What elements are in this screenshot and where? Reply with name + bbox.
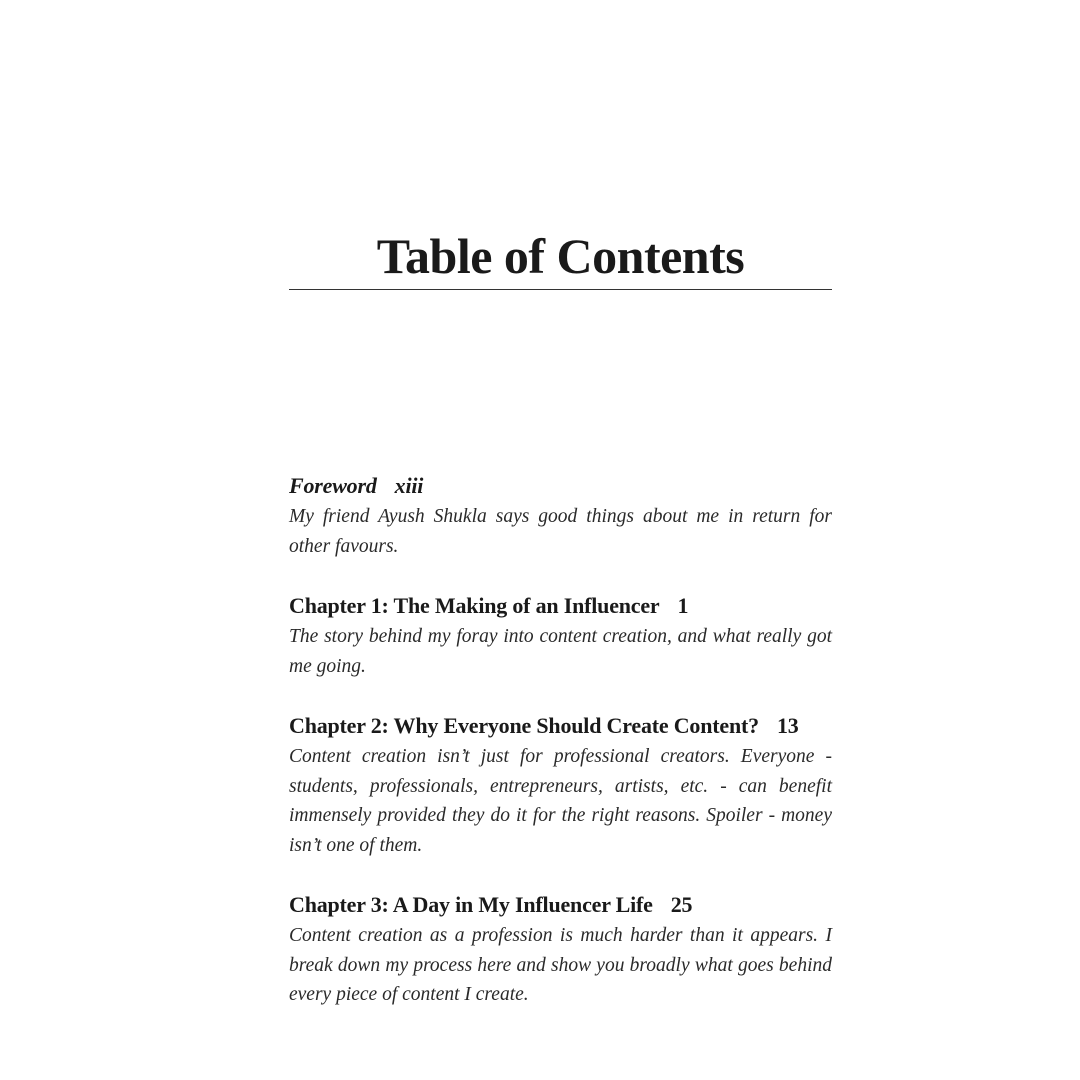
toc-entry-heading [289,590,832,622]
toc-entry-title: Chapter 1: The Making of an Influencer [289,593,660,618]
toc-entry-heading [289,470,832,502]
toc-entry-page-number: xiii [394,473,424,498]
toc-entry-chapter-1 [289,590,832,681]
toc-entry-title: Chapter 3: A Day in My Influencer Life [289,892,653,917]
toc-entry-heading [289,889,832,921]
toc-list [289,470,832,1039]
toc-entry-description: The story behind my foray into content creation, and what really got me going. [289,626,832,677]
toc-entry-chapter-3 [289,889,832,1010]
toc-entry-page-number: 25 [670,892,693,917]
toc-entry-description: My friend Ayush Shukla says good things about me in return for other favours. [289,506,832,557]
page-title: Table of Contents [376,228,745,284]
toc-entry-page-number: 1 [677,593,689,618]
toc-entry-chapter-2 [289,710,832,860]
title-underline [289,289,832,290]
toc-entry-description: Content creation as a profession is much harder than it appears. I break down my process here and show you broadly what goes behind every piece of content I create. [289,925,832,1005]
toc-entry-title: Foreword [289,473,377,498]
toc-entry-heading [289,710,832,742]
toc-entry-foreword [289,470,832,561]
toc-entry-title: Chapter 2: Why Everyone Should Create Content? [289,713,759,738]
toc-entry-description: Content creation isn’t just for professional creators. Everyone - students, professionals, entrepreneurs, artists, etc. - can benefit immensely provided they do it for the right reasons. Spoiler - money isn’t one of them. [289,746,832,856]
toc-entry-page-number: 13 [776,713,799,738]
